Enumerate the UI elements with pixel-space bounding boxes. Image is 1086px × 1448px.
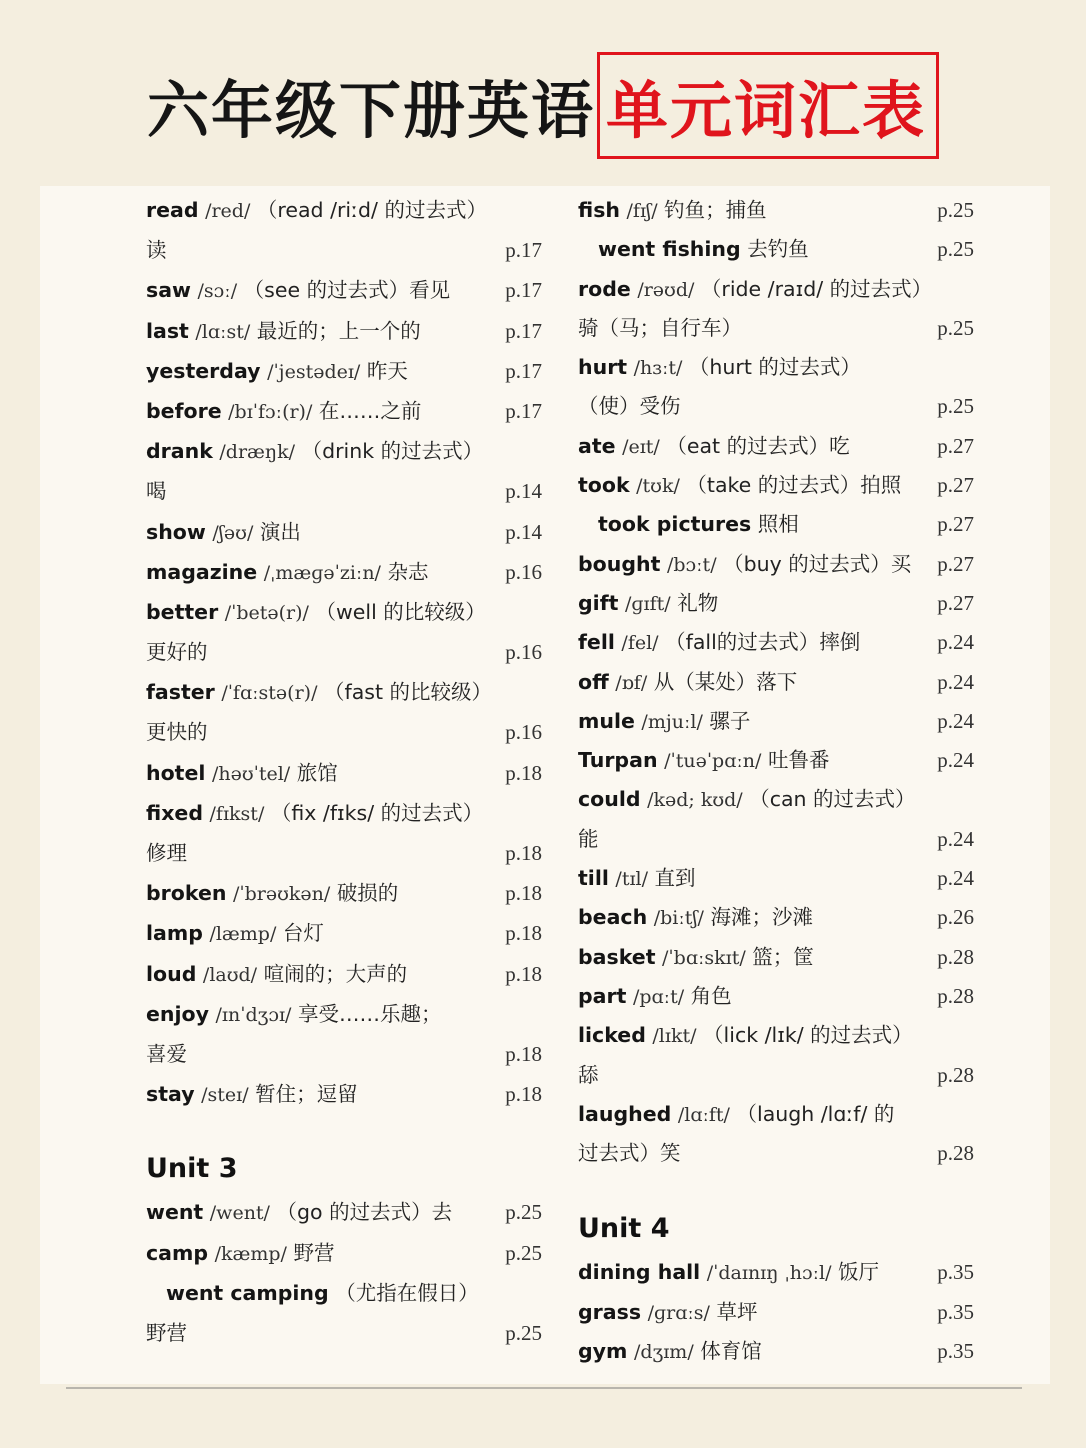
title-main: 六年级下册英语 [146, 73, 595, 147]
vocab-phonetic: /mjuːl/ [641, 710, 703, 733]
vocab-definition: 喝 [146, 479, 167, 504]
page-ref: p.16 [505, 640, 542, 665]
vocab-entry [146, 913, 542, 953]
vocab-entry [146, 270, 542, 310]
vocab-definition: 吐鲁番 [767, 748, 830, 773]
vocab-entry [146, 1273, 542, 1313]
vocab-entry [146, 1233, 542, 1273]
vocab-word: better [146, 599, 219, 624]
vocab-entry [578, 1331, 974, 1370]
vocab-word: gift [578, 590, 619, 615]
vocab-phonetic: /ˈjestədeɪ/ [267, 360, 361, 383]
page-title [0, 40, 1086, 170]
vocab-word: saw [146, 278, 191, 303]
vocab-entry [578, 1015, 974, 1054]
page-ref: p.27 [937, 433, 974, 458]
vocab-entry [578, 1055, 974, 1094]
vocab-entry [146, 793, 542, 833]
vocab-word: went fishing [598, 237, 741, 262]
vocab-word: fish [578, 198, 620, 222]
vocab-definition: （read /riːd/ 的过去式） [256, 198, 487, 222]
page-ref: p.14 [505, 519, 542, 544]
page-ref: p.18 [505, 1082, 542, 1107]
vocab-definition: 骑（马；自行车） [578, 315, 742, 340]
unit-4-list [578, 1252, 974, 1370]
vocab-definition: 读 [146, 238, 167, 263]
vocab-word: Turpan [578, 748, 658, 773]
page-ref: p.18 [505, 961, 542, 986]
vocab-word: fixed [146, 800, 203, 825]
unit-4-heading: Unit 4 [578, 1213, 670, 1245]
vocab-word: part [578, 983, 627, 1008]
vocab-phonetic: /dræŋk/ [219, 441, 296, 464]
page-ref: p.25 [937, 315, 974, 340]
vocab-entry [146, 230, 542, 270]
page-ref: p.25 [505, 1240, 542, 1265]
vocab-definition: 暂住；逗留 [255, 1082, 358, 1107]
vocab-phonetic: /rəʊd/ [637, 278, 695, 301]
vocab-entry [578, 426, 974, 465]
vocab-entry [146, 632, 542, 672]
page-ref: p.28 [937, 1141, 974, 1166]
vocab-phonetic: /ˈdaɪnɪŋ ˌhɔːl/ [706, 1262, 832, 1285]
vocab-definition: 破损的 [336, 881, 399, 906]
vocab-entry [578, 544, 974, 583]
vocab-definition: 杂志 [387, 559, 429, 584]
unit-3-heading: Unit 3 [146, 1153, 238, 1185]
vocab-word: stay [146, 1082, 195, 1107]
vocab-word: gym [578, 1339, 628, 1364]
vocab-definition: 喜爱 [146, 1041, 187, 1066]
page-ref: p.14 [505, 479, 542, 504]
vocab-definition: 更快的 [146, 720, 208, 745]
vocab-word: ate [578, 433, 616, 458]
vocab-definition: 能 [578, 826, 599, 851]
vocab-word: could [578, 787, 641, 812]
vocab-entry [578, 701, 974, 740]
page-ref: p.24 [937, 748, 974, 773]
page-ref: p.18 [505, 1041, 542, 1066]
vocab-word: loud [146, 961, 197, 986]
vocab-word: fell [578, 630, 615, 655]
page-ref: p.28 [937, 983, 974, 1008]
vocab-word: grass [578, 1299, 642, 1324]
vocab-definition: 骡子 [709, 708, 751, 733]
vocab-word: went [146, 1200, 204, 1225]
vocab-entry [578, 937, 974, 976]
page-ref: p.25 [937, 394, 974, 419]
vocab-word: magazine [146, 559, 258, 584]
page-ref: p.28 [937, 1062, 974, 1087]
vocab-word: last [146, 318, 189, 343]
vocab-phonetic: /red/ [205, 200, 251, 222]
vocab-word: yesterday [146, 358, 261, 383]
page-ref: p.17 [505, 398, 542, 423]
vocab-word: dining hall [578, 1260, 701, 1285]
vocab-phonetic: /bɔːt/ [666, 553, 717, 576]
vocab-definition: （fix /fɪks/ 的过去式） [270, 800, 484, 825]
page-ref: p.27 [937, 590, 974, 615]
vocab-entry [146, 672, 542, 712]
vocab-list-right [578, 190, 974, 1172]
vocab-definition: （eat 的过去式）吃 [666, 433, 850, 458]
vocab-definition: 照相 [757, 512, 799, 537]
vocab-entry [578, 897, 974, 936]
page-ref: p.17 [505, 318, 542, 343]
vocab-phonetic: /bɪˈfɔː(r)/ [228, 400, 313, 423]
vocab-entry [578, 347, 974, 386]
vocab-definition: 喧闹的；大声的 [263, 961, 408, 986]
page-ref: p.24 [937, 630, 974, 655]
unit-3-list [146, 1192, 542, 1353]
vocab-definition: 角色 [690, 983, 732, 1008]
vocab-entry [146, 712, 542, 752]
page-ref: p.24 [937, 669, 974, 694]
vocab-phonetic: /fel/ [621, 632, 659, 655]
page-ref: p.27 [937, 551, 974, 576]
page-ref: p.25 [505, 1200, 542, 1225]
page-ref: p.16 [505, 720, 542, 745]
vocab-definition: （lick /lɪk/ 的过去式） [703, 1023, 913, 1048]
vocab-phonetic: /ˈbɑːskɪt/ [662, 946, 746, 969]
vocab-word: show [146, 519, 206, 544]
vocab-phonetic: /tɪl/ [615, 868, 649, 891]
vocab-entry [578, 976, 974, 1015]
vocab-definition: （take 的过去式）拍照 [686, 473, 902, 498]
vocab-definition: 饭厅 [838, 1260, 880, 1285]
vocab-entry [146, 431, 542, 471]
vocab-word: hurt [578, 355, 628, 380]
vocab-definition: （fall的过去式）摔倒 [665, 630, 861, 655]
vocab-entry [578, 622, 974, 661]
vocab-definition: 礼物 [677, 590, 719, 615]
vocab-word: mule [578, 708, 635, 733]
page-ref: p.24 [937, 708, 974, 733]
vocab-phonetic: /ˌmæɡəˈziːn/ [263, 561, 381, 584]
vocab-phonetic: /steɪ/ [201, 1084, 249, 1107]
vocab-word: bought [578, 551, 661, 576]
vocab-entry [146, 592, 542, 632]
vocab-entry [578, 858, 974, 897]
bottom-divider [66, 1387, 1022, 1389]
page-ref: p.17 [505, 238, 542, 263]
vocab-entry [578, 819, 974, 858]
page-ref: p.17 [505, 278, 542, 303]
vocab-definition: 体育馆 [700, 1339, 762, 1364]
vocab-word: enjoy [146, 1001, 209, 1026]
vocab-phonetic: /ɡrɑːs/ [647, 1301, 710, 1324]
page-ref: p.35 [937, 1260, 974, 1285]
vocab-word: hotel [146, 760, 206, 785]
vocab-entry [578, 269, 974, 308]
vocab-entry [146, 311, 542, 351]
page-ref: p.35 [937, 1299, 974, 1324]
vocab-phonetic: /ɪnˈdʒɔɪ/ [215, 1003, 292, 1026]
vocab-phonetic: /læmp/ [209, 923, 277, 946]
vocab-entry [146, 873, 542, 913]
vocab-word: rode [578, 276, 631, 301]
vocab-definition: 更好的 [146, 640, 208, 665]
page-ref: p.25 [937, 237, 974, 262]
vocab-entry [578, 308, 974, 347]
vocab-entry [146, 391, 542, 431]
vocab-definition: 海滩；沙滩 [710, 905, 813, 930]
vocab-definition: （drink 的过去式） [301, 439, 484, 464]
vocab-definition: 最近的；上一个的 [256, 318, 421, 343]
vocab-definition: 钓鱼；捕鱼 [664, 198, 767, 222]
vocab-entry [146, 552, 542, 592]
page-ref: p.24 [937, 866, 974, 891]
vocab-entry [578, 583, 974, 622]
vocab-entry [146, 1313, 542, 1353]
vocab-entry [578, 740, 974, 779]
vocab-definition: 在……之前 [318, 398, 422, 423]
vocab-definition: 去钓鱼 [747, 237, 809, 262]
vocab-definition: 舔 [578, 1062, 599, 1087]
vocab-phonetic: /fɪʃ/ [626, 200, 658, 222]
vocab-entry [578, 779, 974, 818]
vocab-word: licked [578, 1023, 646, 1048]
vocab-phonetic: /lɑːst/ [195, 320, 251, 343]
vocab-word: basket [578, 944, 656, 969]
vocab-word: broken [146, 881, 227, 906]
vocab-entry [578, 1292, 974, 1331]
vocab-phonetic: /ʃəʊ/ [212, 521, 254, 544]
vocab-phonetic: /fɪkst/ [209, 802, 265, 825]
page-ref: p.17 [505, 358, 542, 383]
vocab-definition: （fast 的比较级） [324, 680, 493, 705]
vocab-entry [146, 954, 542, 994]
vocab-phonetic: /sɔː/ [197, 280, 238, 303]
page-ref: p.18 [505, 881, 542, 906]
vocab-definition: 过去式）笑 [578, 1141, 681, 1166]
page-ref: p.18 [505, 841, 542, 865]
vocab-definition: （hurt 的过去式） [688, 355, 861, 380]
vocab-list-left [146, 190, 542, 1114]
page-ref: p.27 [937, 512, 974, 537]
vocab-definition: 昨天 [366, 358, 408, 383]
vocab-definition: （go 的过去式）去 [276, 1200, 453, 1225]
vocab-entry [146, 833, 542, 873]
vocab-entry [146, 351, 542, 391]
vocab-definition: 篮；筐 [752, 944, 814, 969]
vocab-definition: 从（某处）落下 [653, 669, 798, 694]
vocab-entry [578, 504, 974, 543]
vocab-phonetic: /laʊd/ [202, 963, 258, 986]
vocab-phonetic: /lɪkt/ [652, 1025, 697, 1048]
vocab-phonetic: /went/ [209, 1202, 270, 1225]
vocab-definition: 享受……乐趣； [298, 1001, 442, 1026]
left-column [146, 190, 542, 1353]
vocab-entry [578, 662, 974, 701]
vocab-entry [578, 1094, 974, 1133]
vocab-phonetic: /biːtʃ/ [653, 907, 704, 930]
vocab-phonetic: /kəd; kʊd/ [647, 789, 743, 812]
page-ref: p.24 [937, 826, 974, 851]
vocab-entry [146, 1074, 542, 1114]
vocab-phonetic: /ɡɪft/ [624, 592, 671, 615]
vocab-phonetic: /ˈtuəˈpɑːn/ [664, 750, 762, 773]
vocab-definition: （ride /raɪd/ 的过去式） [700, 276, 933, 301]
vocab-entry [146, 1034, 542, 1074]
vocab-definition: 台灯 [282, 921, 324, 946]
vocab-phonetic: /ˈbetə(r)/ [224, 601, 309, 624]
vocab-word: drank [146, 439, 213, 464]
vocab-entry [578, 1133, 974, 1172]
page-ref: p.18 [505, 921, 542, 946]
page-ref: p.18 [505, 760, 542, 785]
vocab-phonetic: /ɒf/ [615, 671, 648, 694]
vocab-entry [578, 386, 974, 425]
vocab-entry [578, 229, 974, 268]
vocab-entry [146, 512, 542, 552]
vocab-definition: 修理 [146, 841, 187, 865]
page-ref: p.26 [937, 905, 974, 930]
vocab-word: before [146, 398, 222, 423]
vocab-definition: （buy 的过去式）买 [723, 551, 912, 576]
vocab-definition: （well 的比较级） [315, 599, 486, 624]
vocab-definition: 演出 [259, 519, 301, 544]
page-ref: p.27 [937, 473, 974, 498]
vocab-phonetic: /dʒɪm/ [633, 1341, 694, 1364]
vocab-phonetic: /həʊˈtel/ [211, 762, 291, 785]
vocab-word: took pictures [598, 512, 752, 537]
vocab-definition: （laugh /lɑːf/ 的 [736, 1101, 895, 1126]
vocab-entry [578, 1252, 974, 1291]
vocab-word: off [578, 669, 609, 694]
page-ref: p.16 [505, 559, 542, 584]
vocab-phonetic: /ˈfɑːstə(r)/ [221, 682, 318, 705]
vocab-entry [146, 753, 542, 793]
vocab-entry [578, 465, 974, 504]
vocab-phonetic: /ˈbrəʊkən/ [232, 883, 331, 906]
vocab-phonetic: /hɜːt/ [633, 357, 683, 380]
vocab-entry [578, 190, 974, 229]
vocab-word: lamp [146, 921, 203, 946]
vocab-definition: （尤指在假日） [335, 1280, 479, 1305]
vocab-entry [146, 994, 542, 1034]
vocab-word: till [578, 866, 609, 891]
vocab-definition: 野营 [146, 1320, 187, 1345]
vocab-definition: （see 的过去式）看见 [243, 278, 451, 303]
vocab-word: beach [578, 905, 648, 930]
page-ref: p.25 [937, 198, 974, 222]
vocab-definition: 草坪 [716, 1299, 758, 1324]
vocab-phonetic: /tʊk/ [636, 475, 680, 498]
vocab-entry [146, 190, 542, 230]
vocab-word: took [578, 473, 630, 498]
vocab-word: read [146, 198, 199, 222]
vocab-definition: 直到 [654, 866, 696, 891]
vocab-phonetic: /pɑːt/ [632, 985, 685, 1008]
vocab-phonetic: /eɪt/ [622, 435, 660, 458]
vocab-definition: （使）受伤 [578, 394, 681, 419]
vocab-phonetic: /kæmp/ [214, 1242, 287, 1265]
vocab-definition: （can 的过去式） [749, 787, 916, 812]
right-column [578, 190, 974, 1370]
title-highlight: 单元词汇表 [597, 52, 939, 159]
vocab-word: faster [146, 680, 215, 705]
vocab-definition: 旅馆 [296, 760, 338, 785]
vocab-phonetic: /lɑːft/ [677, 1103, 730, 1126]
vocab-word: went camping [166, 1280, 329, 1305]
vocab-definition: 野营 [293, 1240, 335, 1265]
vocab-word: laughed [578, 1101, 672, 1126]
page-ref: p.35 [937, 1339, 974, 1364]
page-ref: p.25 [505, 1320, 542, 1345]
page-ref: p.28 [937, 944, 974, 969]
vocab-entry [146, 471, 542, 511]
vocab-word: camp [146, 1240, 209, 1265]
vocab-entry [146, 1192, 542, 1232]
